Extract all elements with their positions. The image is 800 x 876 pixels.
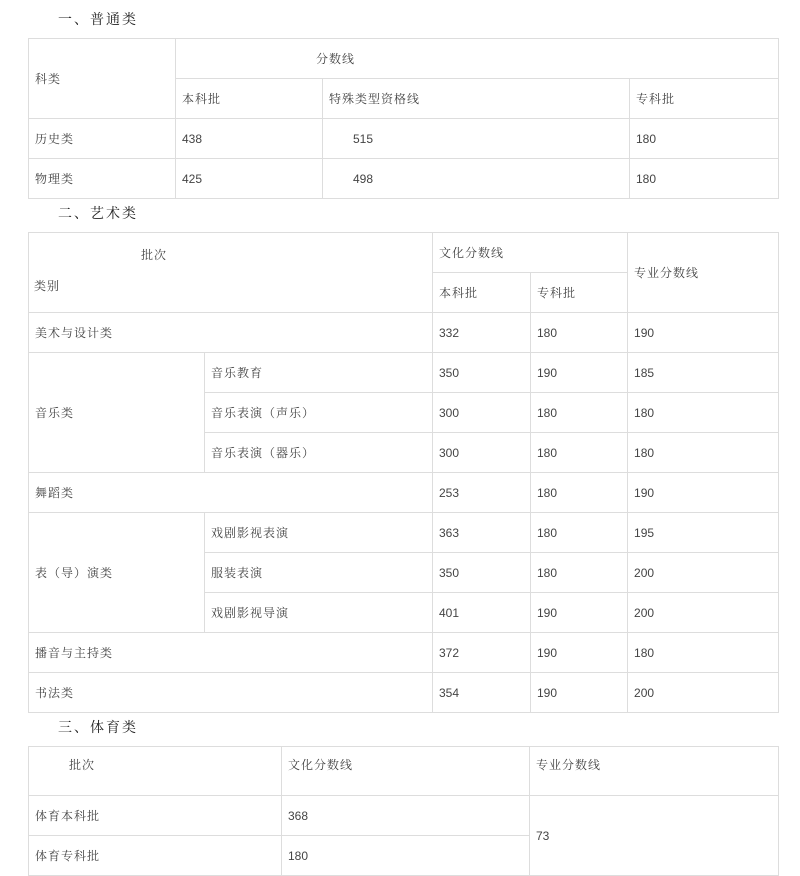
junior-value: 180	[531, 553, 628, 593]
table-row	[29, 633, 779, 673]
culture-value: 180	[282, 836, 530, 876]
junior-value: 180	[531, 313, 628, 353]
header-batch: 批次	[29, 747, 282, 796]
major-value: 180	[628, 393, 779, 433]
bachelor-value: 300	[433, 433, 531, 473]
table-row	[29, 313, 779, 353]
table-row	[29, 673, 779, 713]
table-row	[29, 159, 779, 199]
sub-name: 音乐表演（声乐）	[205, 393, 433, 433]
junior-value: 190	[531, 593, 628, 633]
major-value: 200	[628, 673, 779, 713]
culture-value: 368	[282, 796, 530, 836]
special-value: 515	[323, 119, 630, 159]
major-value: 195	[628, 513, 779, 553]
bachelor-value: 300	[433, 393, 531, 433]
row-name: 书法类	[29, 673, 433, 713]
header-score-lines: 分数线	[176, 39, 779, 79]
major-value: 180	[628, 633, 779, 673]
junior-value: 180	[630, 159, 779, 199]
header-junior: 专科批	[531, 273, 628, 313]
header-major: 专业分数线	[530, 747, 779, 796]
header-culture: 文化分数线	[282, 747, 530, 796]
header-bachelor: 本科批	[433, 273, 531, 313]
header-batch: 批次	[141, 248, 168, 262]
header-category: 类别	[34, 279, 61, 293]
row-name: 体育专科批	[29, 836, 282, 876]
header-special: 特殊类型资格线	[323, 79, 630, 119]
bachelor-value: 425	[176, 159, 323, 199]
major-value: 180	[628, 433, 779, 473]
table-row	[29, 513, 779, 553]
header-culture: 文化分数线	[433, 233, 628, 273]
major-value: 200	[628, 593, 779, 633]
junior-value: 180	[531, 473, 628, 513]
section-title-art: 二、艺术类	[58, 206, 138, 222]
bachelor-value: 438	[176, 119, 323, 159]
general-score-table	[28, 38, 779, 199]
junior-value: 190	[531, 353, 628, 393]
sub-name: 戏剧影视导演	[205, 593, 433, 633]
table-row	[29, 796, 779, 836]
row-name: 音乐类	[29, 353, 205, 473]
row-name: 物理类	[29, 159, 176, 199]
section-title-general: 一、普通类	[58, 12, 138, 28]
row-name: 历史类	[29, 119, 176, 159]
bachelor-value: 350	[433, 553, 531, 593]
junior-value: 180	[531, 393, 628, 433]
row-name: 体育本科批	[29, 796, 282, 836]
sub-name: 服装表演	[205, 553, 433, 593]
junior-value: 180	[531, 433, 628, 473]
sub-name: 戏剧影视表演	[205, 513, 433, 553]
major-value: 73	[530, 796, 779, 876]
bachelor-value: 332	[433, 313, 531, 353]
bachelor-value: 354	[433, 673, 531, 713]
junior-value: 180	[630, 119, 779, 159]
junior-value: 180	[531, 513, 628, 553]
major-value: 185	[628, 353, 779, 393]
art-score-table	[28, 232, 779, 713]
header-bachelor: 本科批	[176, 79, 323, 119]
major-value: 190	[628, 473, 779, 513]
header-diagonal-cell	[29, 233, 433, 313]
header-junior: 专科批	[630, 79, 779, 119]
row-name: 舞蹈类	[29, 473, 433, 513]
major-value: 200	[628, 553, 779, 593]
junior-value: 190	[531, 633, 628, 673]
row-name: 表（导）演类	[29, 513, 205, 633]
sub-name: 音乐教育	[205, 353, 433, 393]
major-value: 190	[628, 313, 779, 353]
table-row	[29, 353, 779, 393]
sub-name: 音乐表演（器乐）	[205, 433, 433, 473]
row-name: 美术与设计类	[29, 313, 433, 353]
bachelor-value: 401	[433, 593, 531, 633]
special-value: 498	[323, 159, 630, 199]
section-title-sports: 三、体育类	[58, 720, 138, 736]
sports-score-table	[28, 746, 779, 876]
row-name: 播音与主持类	[29, 633, 433, 673]
bachelor-value: 363	[433, 513, 531, 553]
table-row	[29, 119, 779, 159]
table-row	[29, 473, 779, 513]
bachelor-value: 372	[433, 633, 531, 673]
header-category: 科类	[29, 39, 176, 119]
bachelor-value: 350	[433, 353, 531, 393]
header-major: 专业分数线	[628, 233, 779, 313]
junior-value: 190	[531, 673, 628, 713]
bachelor-value: 253	[433, 473, 531, 513]
